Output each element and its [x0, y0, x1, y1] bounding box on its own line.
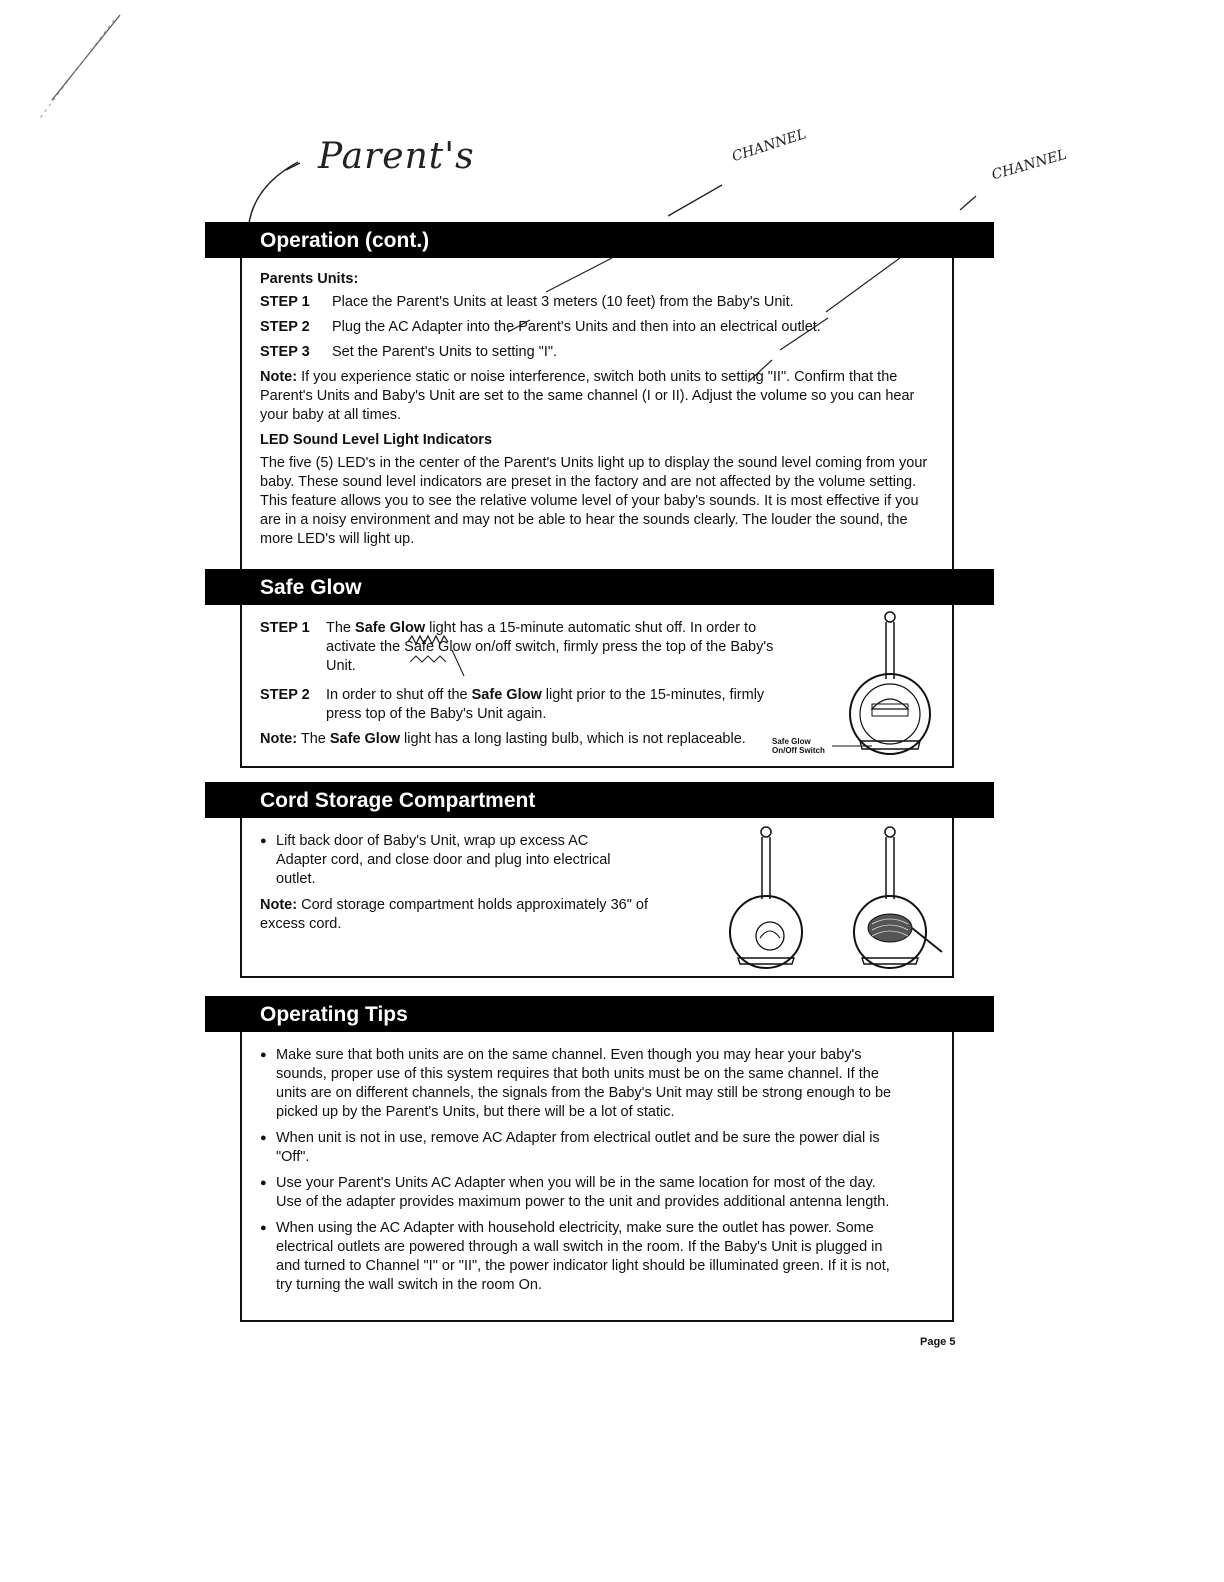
safe-glow-step-2 [260, 686, 800, 724]
list-item: ● Use your Parent's Units AC Adapter when you will be in the same location for most of the day. Use of the adapter provides maximum power to the unit and provides additional antenna length. [260, 1174, 900, 1212]
operation-note [260, 368, 934, 425]
note-label: Note: [260, 731, 298, 747]
list-item: ● When unit is not in use, remove AC Adapter from electrical outlet and be sure the power dial is "Off". [260, 1129, 900, 1167]
operating-tips-list [260, 1046, 900, 1295]
operation-step-1 [260, 293, 934, 312]
section-operation [205, 222, 994, 591]
safe-glow-note [260, 730, 780, 749]
parents-units-heading: Parents Units: [260, 271, 359, 287]
step-label: STEP 2 [260, 319, 310, 335]
section-title-operation: Operation (cont.) [205, 222, 994, 258]
handwritten-channel-note-2: CHANNEL [990, 146, 1069, 184]
safe-glow-body [240, 605, 954, 768]
led-description: The five (5) LED's in the center of the Parent's Units light up to display the sound level coming from your baby. These sound level indicators are preset in the factory and are not affected by the volume setting. This feature allows you to see the relative volume level of your baby's sounds. It is most effective if you are in a noisy environment and may not be able to hear the sounds clearly. The louder the sound, the more LED's will light up. [260, 455, 928, 547]
step-text: Place the Parent's Units at least 3 meters (10 feet) from the Baby's Unit. [332, 294, 794, 310]
safe-glow-term: Safe Glow [329, 731, 400, 747]
note-text-post: light has a long lasting bulb, which is not replaceable. [404, 731, 746, 747]
operation-body [240, 258, 954, 591]
step-text: Set the Parent's Units to setting "I". [332, 344, 558, 360]
safe-glow-switch-caption [772, 737, 825, 755]
list-item: ● When using the AC Adapter with household electricity, make sure the outlet has power. Some electrical outlets are powered through a wall switch in the room. If the Baby's Unit is plugged in and turned to Channel "I" or "II", the power indicator light should be illuminated green. If it is not, try turning the wall switch in the room On. [260, 1219, 900, 1295]
step-label: STEP 2 [260, 687, 310, 703]
section-operating-tips [205, 996, 994, 1322]
operating-tips-body [240, 1032, 954, 1322]
step-text [326, 686, 800, 724]
cord-storage-list [260, 832, 620, 889]
note-label: Note: [260, 369, 298, 385]
section-cord-storage [205, 782, 994, 978]
step-label: STEP 1 [260, 620, 310, 636]
cord-storage-body [240, 818, 954, 978]
section-title-safe-glow: Safe Glow [205, 569, 994, 605]
cord-storage-note [260, 896, 650, 934]
safe-glow-step-1 [260, 619, 800, 676]
caption-line: On/Off Switch [772, 746, 825, 755]
step-label: STEP 1 [260, 294, 310, 310]
safe-glow-term: Safe Glow [355, 620, 426, 636]
baby-unit-back-closed-drawing [722, 824, 822, 974]
note-text: If you experience static or noise interference, switch both units to setting "II". Confirm that the Parent's Units and Baby's Unit are set to the same channel (I or II). Adjust the volume so you can hear your baby at all times. [260, 369, 915, 423]
handwritten-parents-note: Parent's [318, 136, 475, 177]
safe-glow-term: Safe Glow [471, 687, 542, 703]
baby-unit-back-open-drawing [842, 824, 952, 974]
note-text: Cord storage compartment holds approximately 36" of excess cord. [260, 897, 648, 932]
page-number: Page 5 [920, 1336, 956, 1348]
section-title-cord-storage: Cord Storage Compartment [205, 782, 994, 818]
step-text: Plug the AC Adapter into the Parent's Units and then into an electrical outlet. [332, 319, 821, 335]
handwritten-channel-note: CHANNEL [730, 126, 809, 166]
operation-step-2 [260, 318, 934, 337]
note-text-pre: The [300, 731, 326, 747]
step-text [326, 619, 800, 676]
step-text-pre: In order to shut off the [326, 687, 468, 703]
section-title-operating-tips: Operating Tips [205, 996, 994, 1032]
step-label: STEP 3 [260, 344, 310, 360]
note-label: Note: [260, 897, 298, 913]
list-item: ● Lift back door of Baby's Unit, wrap up excess AC Adapter cord, and close door and plug into electrical outlet. [260, 832, 620, 889]
list-item: ● Make sure that both units are on the same channel. Even though you may hear your baby's sounds, proper use of this system requires that both units must be on the same channel. If the units are on different channels, the signals from the Baby's Unit may still be strong enough to be picked up by the Parent's Units, but there will be a lot of static. [260, 1046, 900, 1122]
step-text-post: light prior to the 15-minutes, firmly press top of the Baby's Unit again. [326, 687, 765, 722]
step-text-post: light has a 15-minute automatic shut off. In order to activate the Safe Glow on/off switch, firmly press the top of the Baby's Unit. [326, 620, 774, 674]
step-text-pre: The [326, 620, 351, 636]
led-heading: LED Sound Level Light Indicators [260, 432, 493, 448]
caption-line: Safe Glow [772, 737, 811, 746]
operation-step-3 [260, 343, 934, 362]
baby-unit-front-drawing [832, 609, 942, 759]
section-safe-glow [205, 569, 994, 768]
